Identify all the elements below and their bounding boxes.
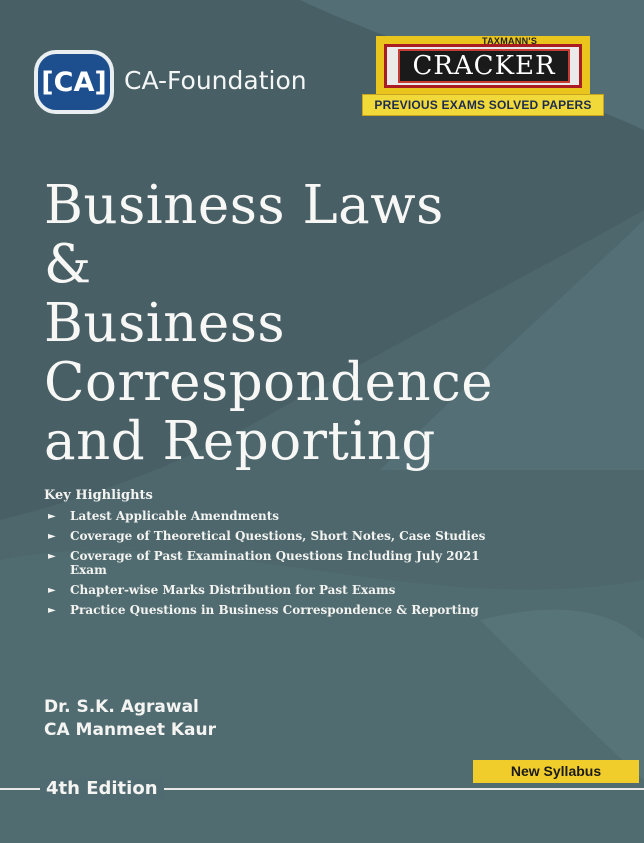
title-line: Business <box>44 293 286 354</box>
title-line: & <box>44 234 92 295</box>
key-highlights <box>44 488 504 623</box>
author-name: CA Manmeet Kaur <box>44 720 216 740</box>
highlight-text: Chapter-wise Marks Distribution for Past Exams <box>70 583 396 597</box>
triangle-bullet-icon: ► <box>48 511 56 522</box>
cracker-tagline: PREVIOUS EXAMS SOLVED PAPERS <box>362 94 604 116</box>
new-syllabus-badge: New Syllabus <box>473 760 639 783</box>
title-line: Correspondence <box>44 352 494 413</box>
highlight-item <box>44 603 504 617</box>
author-name: Dr. S.K. Agrawal <box>44 697 199 717</box>
course-level-label: CA-Foundation <box>124 66 307 95</box>
highlight-text: Practice Questions in Business Correspondence & Reporting <box>70 603 479 617</box>
highlight-item <box>44 549 504 577</box>
highlight-item <box>44 509 504 523</box>
cracker-brand: TAXMANN'S <box>482 36 538 46</box>
highlight-item <box>44 583 504 597</box>
triangle-bullet-icon: ► <box>48 551 56 562</box>
authors <box>44 696 216 742</box>
highlights-heading: Key Highlights <box>44 488 153 503</box>
edition-label: 4th Edition <box>40 778 164 800</box>
book-title <box>44 176 493 471</box>
cracker-wordmark: CRACKER <box>398 49 570 83</box>
cracker-logo <box>362 36 604 118</box>
ca-logo-text: [CA] <box>41 66 107 98</box>
triangle-bullet-icon: ► <box>48 585 56 596</box>
title-line: and Reporting <box>44 411 436 472</box>
triangle-bullet-icon: ► <box>48 605 56 616</box>
ca-logo-badge <box>34 50 114 114</box>
highlight-text: Coverage of Theoretical Questions, Short Notes, Case Studies <box>70 529 486 543</box>
triangle-bullet-icon: ► <box>48 531 56 542</box>
highlight-text: Latest Applicable Amendments <box>70 509 280 523</box>
highlight-text: Coverage of Past Examination Questions Including July 2021 Exam <box>70 549 480 577</box>
title-line: Business Laws <box>44 175 444 236</box>
highlight-item <box>44 529 504 543</box>
